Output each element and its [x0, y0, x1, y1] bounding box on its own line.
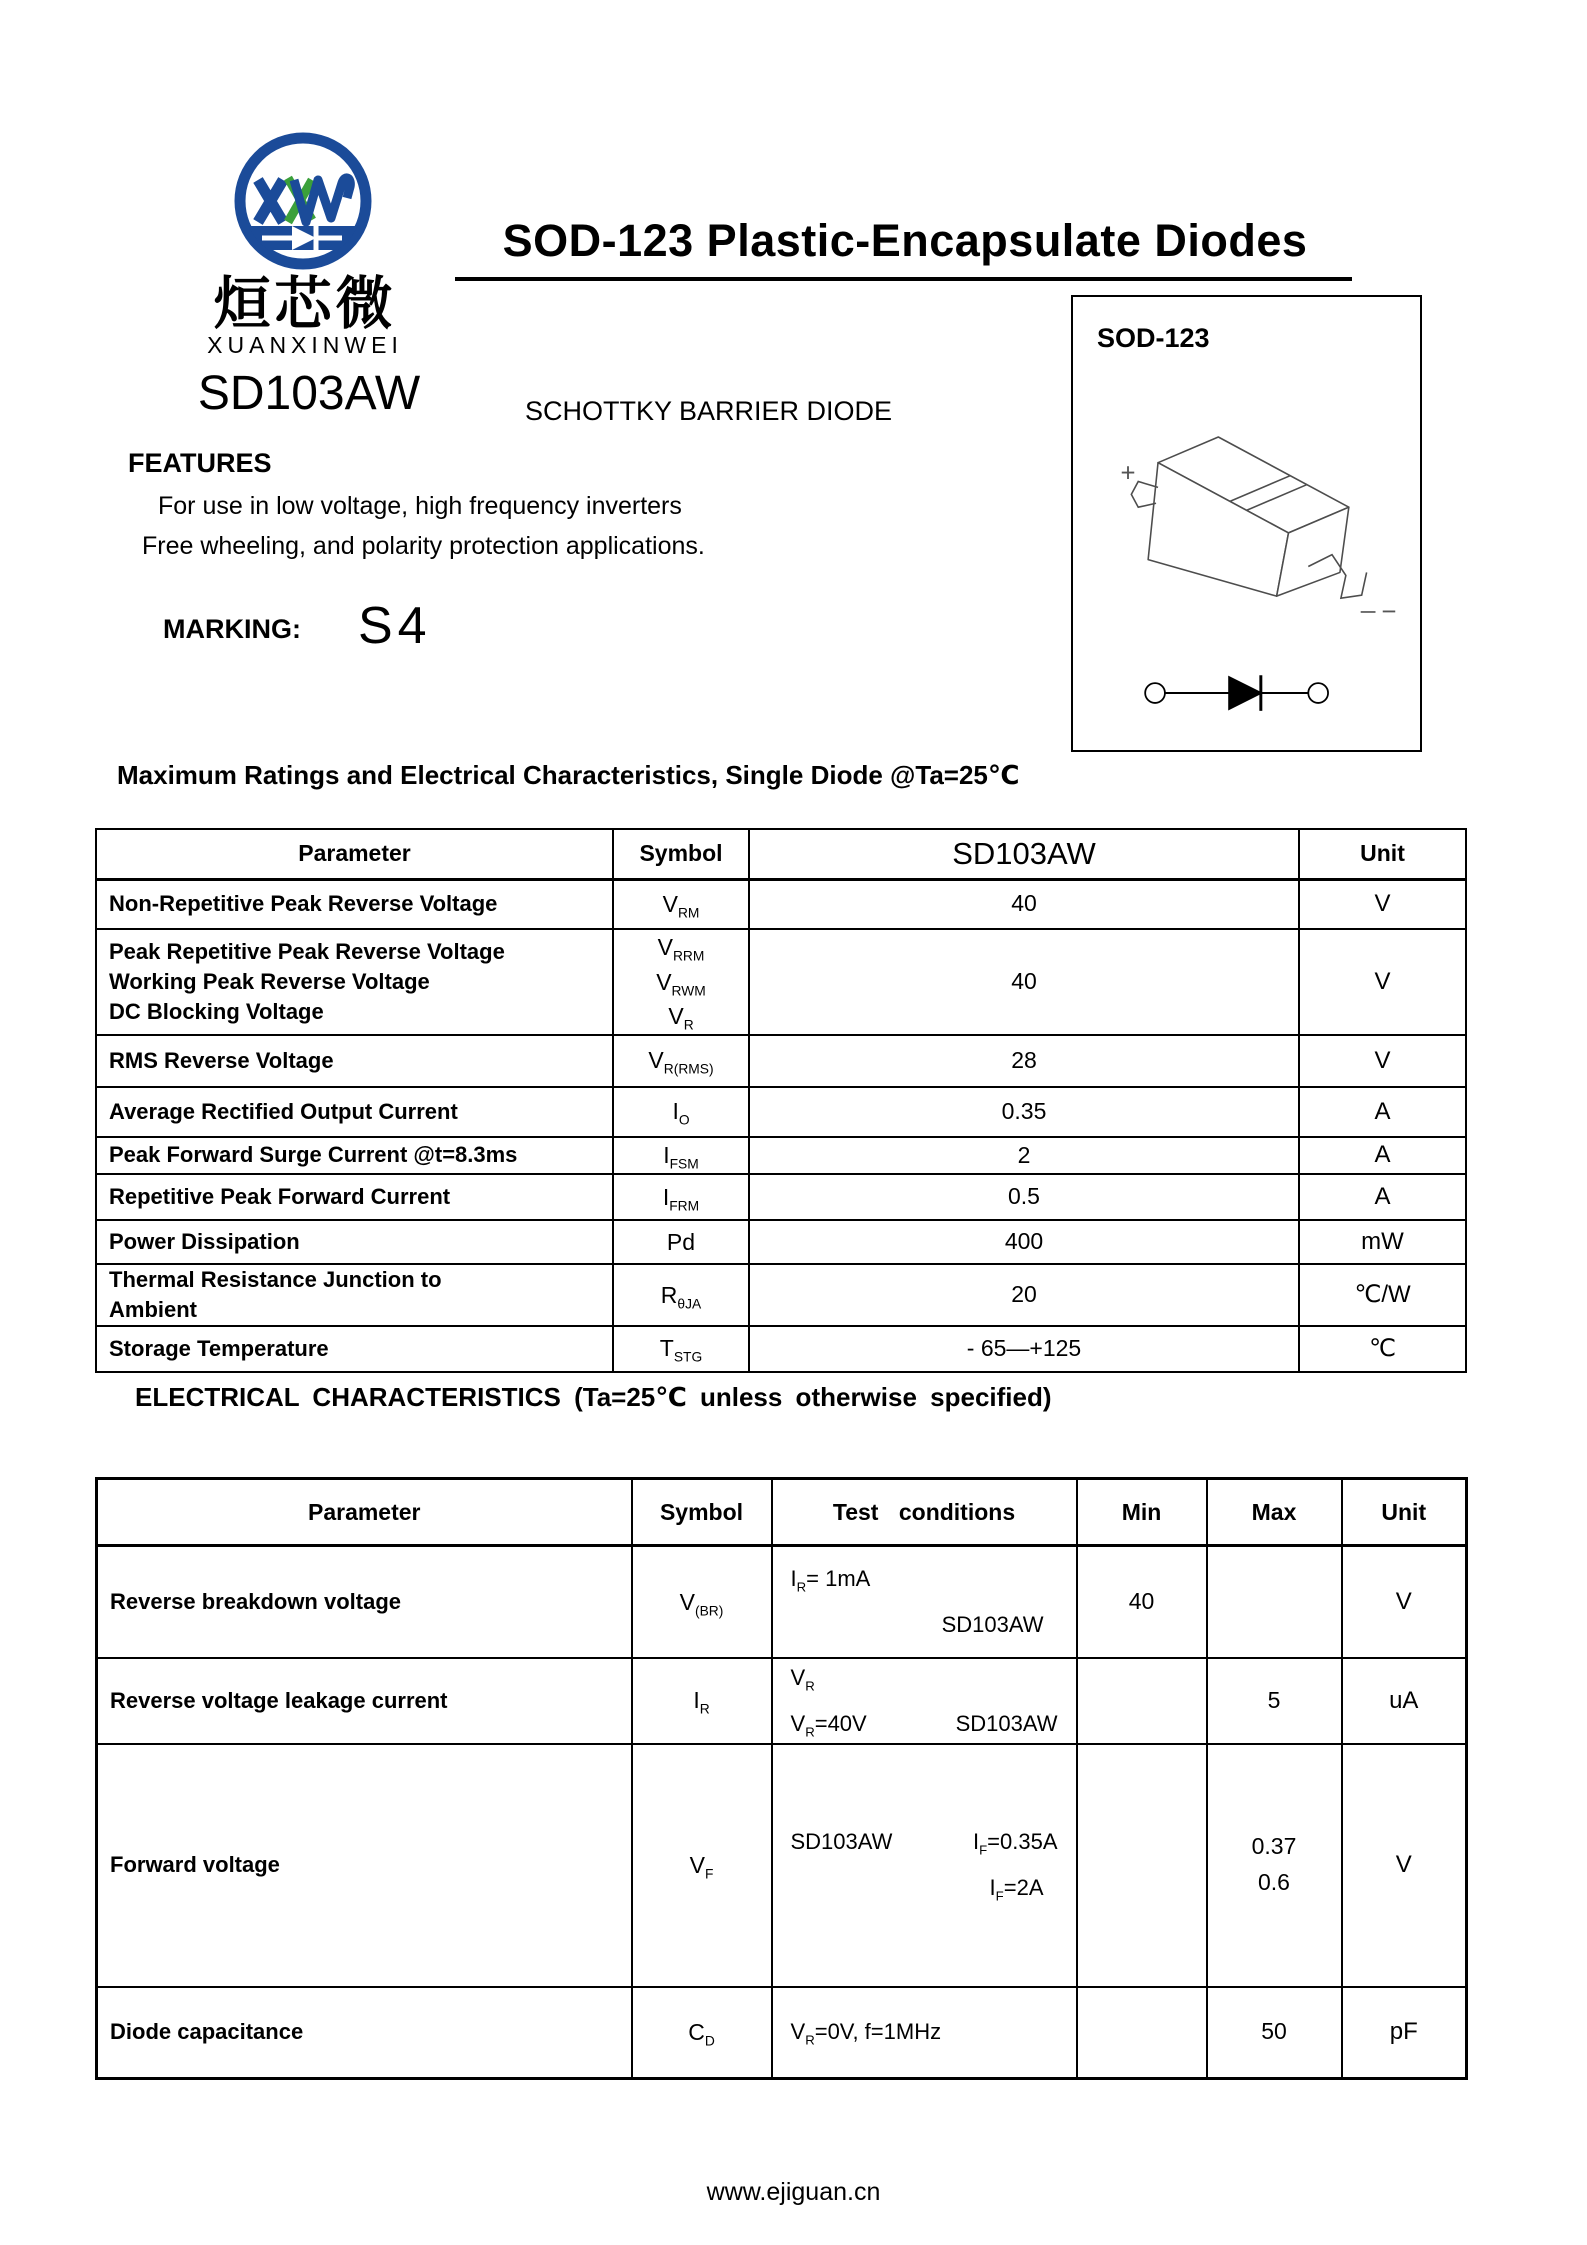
column-header: Test conditions [772, 1479, 1077, 1546]
parameter-cell: Repetitive Peak Forward Current [96, 1174, 613, 1220]
part-number: SD103AW [197, 367, 421, 420]
parameter-cell: Reverse voltage leakage current [97, 1658, 632, 1744]
column-header: Parameter [97, 1479, 632, 1546]
symbol-cell: $R_{\theta JA}$ [613, 1264, 749, 1325]
table-row [97, 1744, 1467, 1987]
unit-cell: V [1342, 1744, 1467, 1987]
symbol-cell: $I_R$ [632, 1658, 772, 1744]
test-conditions-cell: $V_R$ $V_R=40V$ SD103AW [772, 1658, 1077, 1744]
min-cell: 40 [1077, 1546, 1207, 1658]
parameter-cell: Non-Repetitive Peak Reverse Voltage [96, 879, 613, 929]
diode-symbol-icon [1145, 675, 1328, 711]
parameter-cell: Reverse breakdown voltage [97, 1546, 632, 1658]
unit-cell: A [1299, 1137, 1466, 1175]
symbol-cell: $T_{STG}$ [613, 1326, 749, 1372]
table-row [96, 1174, 1466, 1220]
symbol-cell: $I_{FSM}$ [613, 1137, 749, 1175]
footer-url: www.ejiguan.cn [706, 2178, 881, 2206]
unit-cell: V [1342, 1546, 1467, 1658]
symbol-cell: $V_{R(RMS)}$ [613, 1035, 749, 1087]
table-header-row [96, 829, 1466, 879]
company-name-chinese: 烜芯微 [213, 272, 397, 336]
value-cell: 0.5 [749, 1174, 1299, 1220]
parameter-cell: Storage Temperature [96, 1326, 613, 1372]
table-row [96, 1087, 1466, 1137]
marking-code: S4 [358, 597, 432, 655]
value-cell: 0.35 [749, 1087, 1299, 1137]
symbol-cell: $V_{RRM}$ $V_{RWM}$ $V_R$ [613, 929, 749, 1035]
cathode-minus-label: − [1381, 597, 1397, 626]
unit-cell: V [1299, 879, 1466, 929]
company-name-english: XUANXINWEI [207, 332, 403, 358]
value-cell: 28 [749, 1035, 1299, 1087]
column-header: Symbol [613, 829, 749, 879]
unit-cell: A [1299, 1087, 1466, 1137]
max-cell [1207, 1546, 1342, 1658]
table-row [97, 1987, 1467, 2079]
table-row [97, 1546, 1467, 1658]
anode-plus-label: + [1120, 459, 1136, 488]
table-row [97, 1658, 1467, 1744]
electrical-characteristics-heading: ELECTRICAL CHARACTERISTICS (Ta=25℃ unless otherwise specified) [135, 1382, 1052, 1412]
test-conditions-cell: $I_R= 1mA$ SD103AW [772, 1546, 1077, 1658]
package-outline-box [1071, 295, 1422, 752]
column-header: Parameter [96, 829, 613, 879]
table-row [96, 1035, 1466, 1087]
parameter-cell: RMS Reverse Voltage [96, 1035, 613, 1087]
package-name-label: SOD-123 [1097, 323, 1210, 353]
min-cell [1077, 1987, 1207, 2079]
feature-line: Free wheeling, and polarity protection applications. [142, 532, 705, 560]
symbol-cell: $V_F$ [632, 1744, 772, 1987]
unit-cell: A [1299, 1174, 1466, 1220]
parameter-cell: Peak Forward Surge Current @t=8.3ms [96, 1137, 613, 1175]
table-row [96, 1264, 1466, 1325]
column-header: Unit [1342, 1479, 1467, 1546]
table-header-row [97, 1479, 1467, 1546]
symbol-cell: $V_{(BR)}$ [632, 1546, 772, 1658]
max-ratings-heading: Maximum Ratings and Electrical Characteristics, Single Diode @Ta=25℃ [117, 760, 1020, 790]
package-drawing [1073, 297, 1420, 750]
value-cell: 2 [749, 1137, 1299, 1175]
unit-cell: mW [1299, 1220, 1466, 1264]
company-logo-icon [228, 126, 378, 276]
symbol-cell: Pd [613, 1220, 749, 1264]
max-cell: 0.37 0.6 [1207, 1744, 1342, 1987]
parameter-cell: Average Rectified Output Current [96, 1087, 613, 1137]
marking-label: MARKING: [163, 614, 301, 644]
parameter-cell: Power Dissipation [96, 1220, 613, 1264]
unit-cell: pF [1342, 1987, 1467, 2079]
column-header: Min [1077, 1479, 1207, 1546]
table-row [96, 879, 1466, 929]
title-underline [455, 277, 1352, 281]
table-row [96, 1326, 1466, 1372]
unit-cell: ℃ [1299, 1326, 1466, 1372]
features-heading: FEATURES [128, 448, 272, 478]
parameter-cell: Thermal Resistance Junction to Ambient [96, 1264, 613, 1325]
value-cell: - 65—+125 [749, 1326, 1299, 1372]
column-header: SD103AW [749, 829, 1299, 879]
max-cell: 5 [1207, 1658, 1342, 1744]
value-cell: 40 [749, 929, 1299, 1035]
parameter-cell: Forward voltage [97, 1744, 632, 1987]
feature-line: For use in low voltage, high frequency inverters [158, 492, 682, 520]
unit-cell: uA [1342, 1658, 1467, 1744]
max-cell: 50 [1207, 1987, 1342, 2079]
parameter-cell: Peak Repetitive Peak Reverse Voltage Working Peak Reverse Voltage DC Blocking Voltage [96, 929, 613, 1035]
column-header: Max [1207, 1479, 1342, 1546]
value-cell: 40 [749, 879, 1299, 929]
min-cell [1077, 1744, 1207, 1987]
table-row [96, 1220, 1466, 1264]
symbol-cell: $V_{RM}$ [613, 879, 749, 929]
unit-cell: V [1299, 1035, 1466, 1087]
parameter-cell: Diode capacitance [97, 1987, 632, 2079]
min-cell [1077, 1658, 1207, 1744]
electrical-characteristics-table [95, 1477, 1468, 2080]
device-subtitle: SCHOTTKY BARRIER DIODE [525, 396, 893, 426]
unit-cell: ℃/W [1299, 1264, 1466, 1325]
column-header: Unit [1299, 829, 1466, 879]
max-ratings-table [95, 828, 1467, 1373]
value-cell: 400 [749, 1220, 1299, 1264]
test-conditions-cell: $V_R=0V$, f=1MHz [772, 1987, 1077, 2079]
symbol-cell: $I_O$ [613, 1087, 749, 1137]
column-header: Symbol [632, 1479, 772, 1546]
unit-cell: V [1299, 929, 1466, 1035]
test-conditions-cell: SD103AW $I_F=0.35A$ $I_F=2A$ [772, 1744, 1077, 1987]
table-row [96, 929, 1466, 1035]
table-row [96, 1137, 1466, 1175]
symbol-cell: $I_{FRM}$ [613, 1174, 749, 1220]
page-title: SOD-123 Plastic-Encapsulate Diodes [502, 215, 1308, 266]
value-cell: 20 [749, 1264, 1299, 1325]
symbol-cell: $C_D$ [632, 1987, 772, 2079]
